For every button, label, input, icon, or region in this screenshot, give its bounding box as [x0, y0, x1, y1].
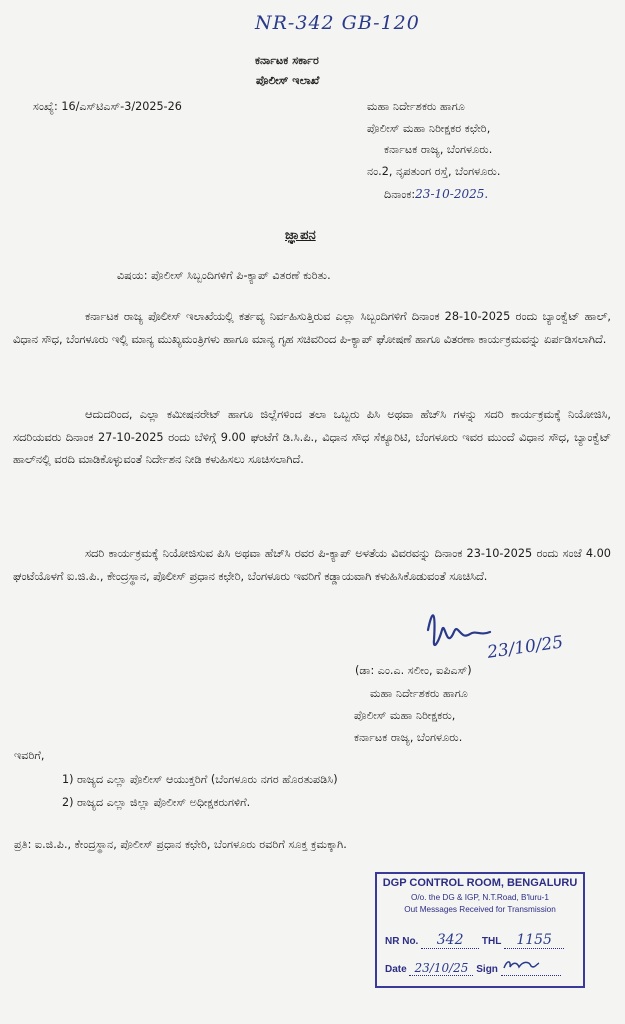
- stamp-date-row: [385, 958, 561, 976]
- handwritten-reference: NR-342 GB-120: [255, 12, 420, 34]
- stamp-date-value: 23/10/25: [409, 961, 473, 976]
- stamp-address: O/o. the DG & IGP, N.T.Road, B'luru-1: [411, 893, 549, 902]
- nr-label: NR No.: [385, 936, 419, 947]
- sign-label: Sign: [476, 964, 498, 975]
- sender-line: ಪೊಲೀಸ್ ಮಹಾ ನಿರೀಕ್ಷಕರ ಕಛೇರಿ,: [367, 122, 491, 135]
- document-date: [384, 187, 488, 202]
- stamp-title: DGP CONTROL ROOM, BENGALURU: [382, 877, 578, 889]
- copy-to-line: ಪ್ರತಿ: ಐ.ಜಿ.ಪಿ., ಕೇಂದ್ರಸ್ಥಾನ, ಪೊಲೀಸ್ ಪ್ರಧಾನ ಕಛೇರಿ, ಬೆಂಗಳೂರು ರವರಿಗೆ ಸೂಕ್ತ ಕ್ರಮಕ್ಕಾಗಿ.: [14, 838, 347, 851]
- thl-value: 1155: [504, 932, 564, 949]
- sender-line: ನಂ.2, ನೃಪತುಂಗ ರಸ್ತೆ, ಬೆಂಗಳೂರು.: [367, 165, 501, 178]
- stamp-initials-scribble: [501, 958, 541, 972]
- stamp-caption: Out Messages Received for Transmission: [404, 905, 556, 914]
- nr-value: 342: [421, 932, 479, 949]
- signatory-title: ಮಹಾ ನಿರ್ದೇಶಕರು ಹಾಗೂ: [370, 687, 468, 700]
- subject-line: ವಿಷಯ: ಪೊಲೀಸ್ ಸಿಬ್ಬಂದಿಗಳಿಗೆ ಪಿ-ಕ್ಯಾಪ್ ವಿತರಣೆ ಕುರಿತು.: [117, 269, 331, 282]
- date-value: 23-10-2025.: [415, 187, 489, 201]
- reference-number: ಸಂಖ್ಯೆ: 16/ಎಸ್‌ಟಿಎಸ್-3/2025-26: [33, 100, 182, 113]
- signatory-title: ಪೊಲೀಸ್ ಮಹಾ ನಿರೀಕ್ಷಕರು,: [354, 709, 456, 722]
- date-label: ದಿನಾಂಕ:: [384, 188, 416, 201]
- signature-date: 23/10/25: [486, 632, 565, 663]
- list-item: 2) ರಾಜ್ಯದ ಎಲ್ಲಾ ಜಿಲ್ಲಾ ಪೊಲೀಸ್ ಅಧೀಕ್ಷಕರುಗಳಿಗೆ.: [62, 796, 251, 809]
- stamp-date-label: Date: [385, 964, 407, 975]
- body-paragraph-1: ಕರ್ನಾಟಕ ರಾಜ್ಯ ಪೊಲೀಸ್ ಇಲಾಖೆಯಲ್ಲಿ ಕರ್ತವ್ಯ ನಿರ್ವಹಿಸುತ್ತಿರುವ ಎಲ್ಲಾ ಸಿಬ್ಬಂದಿಗಳಿಗೆ ದಿನಾಂಕ 28-10-2025 ರಂದು ಬ್ಯಾಂಕ್ವೆಟ್ ಹಾಲ್, ವಿಧಾನ ಸೌಧ, ಬೆಂಗಳೂರು ಇಲ್ಲಿ ಮಾನ್ಯ ಮುಖ್ಯಮಂತ್ರಿಗಳು ಹಾಗೂ ಮಾನ್ಯ ಗೃಹ ಸಚಿವರಿಂದ ಪಿ-ಕ್ಯಾಪ್ ಘೋಷಣೆ ಹಾಗೂ ವಿತರಣಾ ಕಾರ್ಯಕ್ರಮವನ್ನು ಏರ್ಪಡಿಸಲಾಗಿದೆ.: [13, 310, 611, 346]
- stamp-sign-field: [501, 958, 561, 976]
- stamp-nr-row: [385, 932, 564, 949]
- sender-line: ಕರ್ನಾಟಕ ರಾಜ್ಯ, ಬೆಂಗಳೂರು.: [384, 143, 493, 156]
- body-paragraph-3: ಸದರಿ ಕಾರ್ಯಕ್ರಮಕ್ಕೆ ನಿಯೋಜಿಸುವ ಪಿಸಿ ಅಥವಾ ಹೆಚ್‌ಸಿ ರವರ ಪಿ-ಕ್ಯಾಪ್ ಅಳತೆಯ ವಿವರವನ್ನು ದಿನಾಂಕ 23-10-2025 ರಂದು ಸಂಜೆ 4.00 ಘಂಟೆಯೊಳಗೆ ಐ.ಜಿ.ಪಿ., ಕೇಂದ್ರಸ್ಥಾನ, ಪೊಲೀಸ್ ಪ್ರಧಾನ ಕಛೇರಿ, ಬೆಂಗಳೂರು ಇವರಿಗೆ ಕಡ್ಡಾಯವಾಗಿ ಕಳುಹಿಸಿಕೊಡುವಂತೆ ಸೂಚಿಸಿದೆ.: [13, 547, 611, 583]
- list-item: 1) ರಾಜ್ಯದ ಎಲ್ಲಾ ಪೊಲೀಸ್ ಆಯುಕ್ತರಿಗೆ (ಬೆಂಗಳೂರು ನಗರ ಹೊರತುಪಡಿಸಿ): [62, 773, 338, 786]
- recipients-label: ಇವರಿಗೆ,: [14, 749, 45, 762]
- government-name: ಕರ್ನಾಟಕ ಸರ್ಕಾರ: [255, 54, 319, 67]
- signatory-name: (ಡಾ: ಎಂ.ಎ. ಸಲೀಂ, ಐಪಿಎಸ್): [355, 664, 472, 677]
- thl-label: THL: [481, 936, 502, 947]
- signatory-title: ಕರ್ನಾಟಕ ರಾಜ್ಯ, ಬೆಂಗಳೂರು.: [354, 731, 463, 744]
- sender-line: ಮಹಾ ನಿರ್ದೇಶಕರು ಹಾಗೂ: [367, 100, 465, 113]
- department-name: ಪೊಲೀಸ್ ಇಲಾಖೆ: [256, 74, 320, 87]
- body-paragraph-2: ಆದುದರಿಂದ, ಎಲ್ಲಾ ಕಮೀಷನರೇಟ್ ಹಾಗೂ ಜಿಲ್ಲೆಗಳಿಂದ ತಲಾ ಒಬ್ಬರು ಪಿಸಿ ಅಥವಾ ಹೆಚ್‌ಸಿ ಗಳನ್ನು ಸದರಿ ಕಾರ್ಯಕ್ರಮಕ್ಕೆ ನಿಯೋಜಿಸಿ, ಸದರಿಯವರು ದಿನಾಂಕ 27-10-2025 ರಂದು ಬೆಳಿಗ್ಗೆ 9.00 ಘಂಟೆಗೆ ಡಿ.ಸಿ.ಪಿ., ವಿಧಾನ ಸೌಧ ಸೆಕ್ಯೂರಿಟಿ, ಬೆಂಗಳೂರು ಇವರ ಮುಂದೆ ವಿಧಾನ ಸೌಧ, ಬ್ಯಾಂಕ್ವೆಟ್ ಹಾಲ್‌ನಲ್ಲಿ ವರದಿ ಮಾಡಿಕೊಳ್ಳುವಂತೆ ನಿರ್ದೇಶನ ನೀಡಿ ಕಳುಹಿಸಲು ಸೂಚಿಸಲಾಗಿದೆ.: [13, 408, 611, 466]
- control-room-stamp: [375, 872, 585, 988]
- document-title: ಜ್ಞಾಪನ: [285, 228, 316, 243]
